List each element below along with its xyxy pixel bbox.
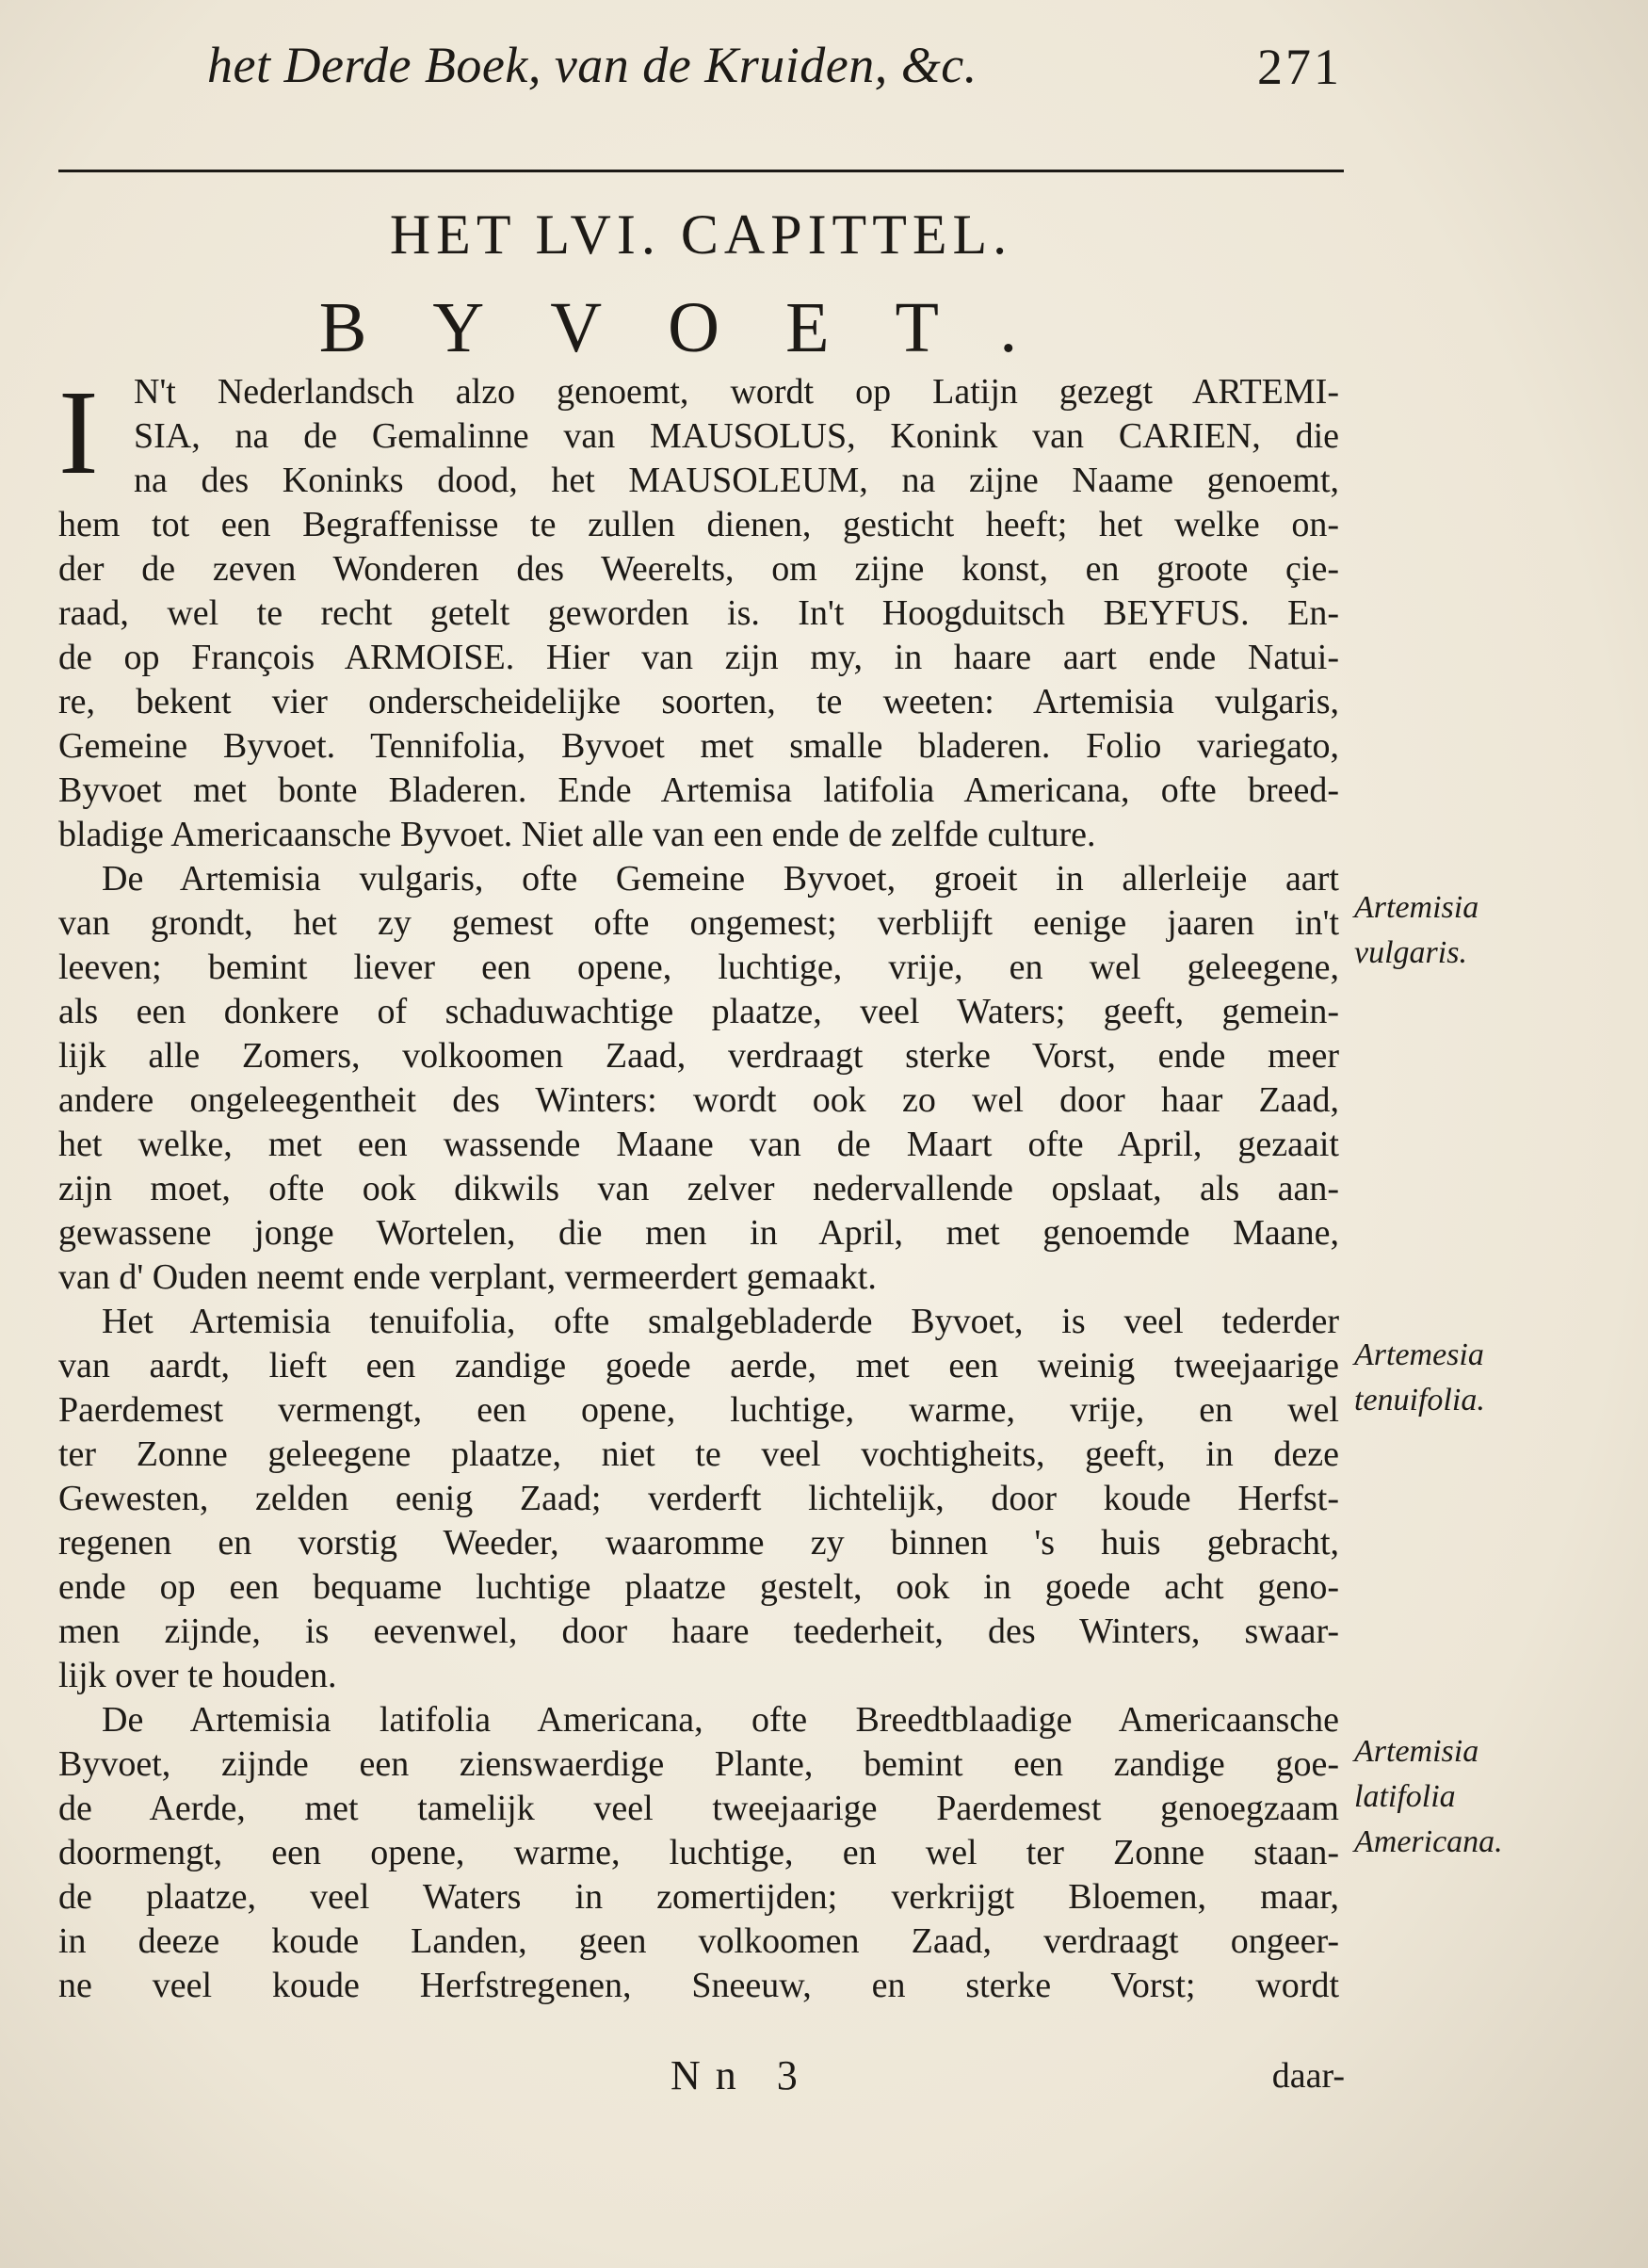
text-line: na des Koninks dood, het MAUSOLEUM, na zijne Naame genoemt, <box>134 461 1339 500</box>
margin-note-line: latifolia <box>1354 1779 1456 1814</box>
text-line: van d' Ouden neemt ende verplant, vermeerdert gemaakt. <box>58 1257 877 1297</box>
text-line: de plaatze, veel Waters in zomertijden; verkrijgt Bloemen, maar, <box>58 1877 1339 1917</box>
margin-note-line: Artemisia <box>1354 890 1479 925</box>
margin-note-line: Artemisia <box>1354 1734 1479 1769</box>
text-line: SIA, na de Gemalinne van MAUSOLUS, Konink van CARIEN, die <box>134 416 1339 456</box>
margin-note-line: tenuifolia. <box>1354 1383 1485 1418</box>
text-line: doormengt, een opene, warme, luchtige, en wel ter Zonne staan- <box>58 1833 1339 1872</box>
running-header <box>207 26 1342 102</box>
running-title: het Derde Boek, van de Kruiden, &c. <box>207 37 977 93</box>
text-line: lijk alle Zomers, volkoomen Zaad, verdraagt sterke Vorst, ende meer <box>58 1036 1339 1076</box>
text-line: in deeze koude Landen, geen volkoomen Zaad, verdraagt ongeer- <box>58 1921 1339 1961</box>
text-line: Gemeine Byvoet. Tennifolia, Byvoet met smalle bladeren. Folio variegato, <box>58 726 1339 766</box>
margin-note-line: vulgaris. <box>1354 935 1467 970</box>
text-line: andere ongeleegentheit des Winters: wordt ook zo wel door haar Zaad, <box>58 1080 1339 1120</box>
drop-cap: I <box>58 365 99 499</box>
catchword: daar- <box>1271 2056 1345 2096</box>
margin-note-line: Americana. <box>1354 1824 1503 1859</box>
signature-mark: Nn 3 <box>671 2052 813 2098</box>
text-line: van grondt, het zy gemest ofte ongemest; verblijft eenige jaaren in't <box>58 903 1339 943</box>
text-line: N't Nederlandsch alzo genoemt, wordt op Latijn gezegt ARTEMI- <box>134 372 1339 412</box>
text-line: raad, wel te recht getelt geworden is. In't Hoogduitsch BEYFUS. En- <box>58 593 1339 633</box>
text-line: de op François ARMOISE. Hier van zijn my, in haare aart ende Natui- <box>58 638 1339 677</box>
text-line: als een donkere of schaduwachtige plaatze, veel Waters; geeft, gemein- <box>58 992 1339 1031</box>
text-line: van aardt, lieft een zandige goede aerde, met een weinig tweejaarige <box>58 1346 1339 1385</box>
text-line: de Aerde, met tamelijk veel tweejaarige Paerdemest genoegzaam <box>58 1789 1339 1828</box>
text-line: Paerdemest vermengt, een opene, luchtige, warme, vrije, en wel <box>58 1390 1339 1430</box>
text-line: gewassene jonge Wortelen, die men in April, met genoemde Maane, <box>58 1213 1339 1253</box>
margin-note-tenuifolia <box>1354 1333 1637 1423</box>
text-line: der de zeven Wonderen des Weerelts, om zijne konst, en groote çie- <box>58 549 1339 589</box>
text-line: De Artemisia latifolia Americana, ofte Breedtblaadige Americaansche <box>102 1700 1339 1740</box>
chapter-heading: HET LVI. CAPITTEL. <box>389 203 1013 266</box>
margin-note-latifolia <box>1354 1729 1637 1865</box>
text-line: regenen en vorstig Weeder, waaromme zy binnen 's huis gebracht, <box>58 1523 1339 1563</box>
text-line: bladige Americaansche Byvoet. Niet alle van een ende de zelfde culture. <box>58 815 1096 854</box>
text-body <box>58 365 1339 2008</box>
text-line: re, bekent vier onderscheidelijke soorten, te weeten: Artemisia vulgaris, <box>58 682 1339 721</box>
text-line: Het Artemisia tenuifolia, ofte smalgebladerde Byvoet, is veel tederder <box>102 1302 1339 1341</box>
text-line: ter Zonne geleegene plaatze, niet te veel vochtigheits, geeft, in deze <box>58 1434 1339 1474</box>
text-line: Byvoet met bonte Bladeren. Ende Artemisa latifolia Americana, ofte breed- <box>58 770 1339 810</box>
margin-note-vulgaris <box>1354 885 1637 976</box>
text-line: De Artemisia vulgaris, ofte Gemeine Byvoet, groeit in allerleije aart <box>102 859 1339 899</box>
text-line: lijk over te houden. <box>58 1656 337 1695</box>
page-number: 271 <box>1257 39 1342 95</box>
text-line: zijn moet, ofte ook dikwils van zelver nedervallende opslaat, als aan- <box>58 1169 1339 1208</box>
text-line: hem tot een Begraffenisse te zullen dienen, gesticht heeft; het welke on- <box>58 505 1339 544</box>
text-line: ne veel koude Herfstregenen, Sneeuw, en sterke Vorst; wordt <box>58 1966 1339 2005</box>
text-line: Byvoet, zijnde een zienswaerdige Plante, bemint een zandige goe- <box>58 1744 1339 1784</box>
text-line: het welke, met een wassende Maane van de Maart ofte April, gezaait <box>58 1125 1339 1164</box>
text-line: men zijnde, is eevenwel, door haare teederheit, des Winters, swaar- <box>58 1612 1339 1651</box>
text-line: ende op een bequame luchtige plaatze gestelt, ook in goede acht geno- <box>58 1567 1339 1607</box>
page-title: BYVOET. <box>318 288 1084 367</box>
header-rule <box>58 170 1344 172</box>
margin-note-line: Artemesia <box>1354 1337 1484 1372</box>
text-line: Gewesten, zelden eenig Zaad; verderft lichtelijk, door koude Herfst- <box>58 1479 1339 1518</box>
text-line: leeven; bemint liever een opene, luchtige, vrije, en wel geleegene, <box>58 948 1339 987</box>
